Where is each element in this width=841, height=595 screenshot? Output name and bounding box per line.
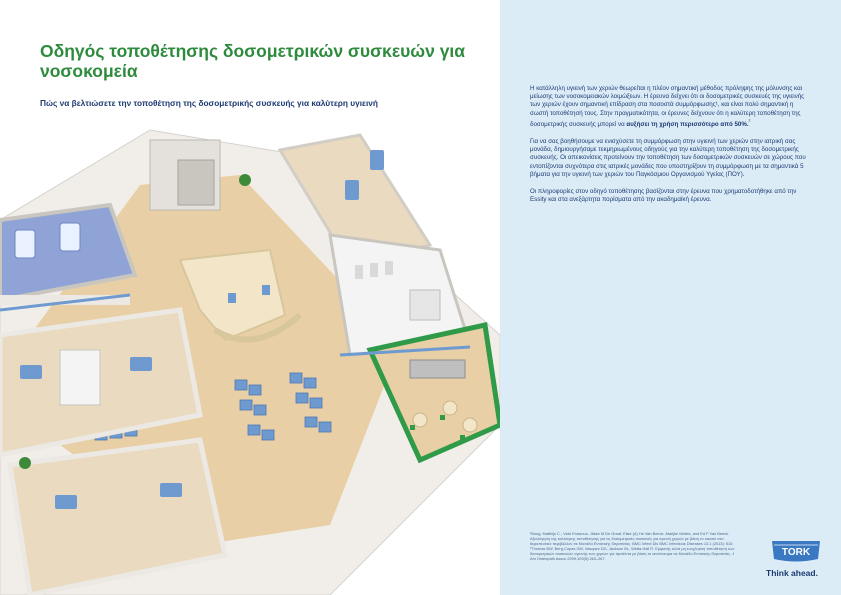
brand-tagline: Think ahead. bbox=[766, 568, 818, 578]
references bbox=[530, 531, 740, 561]
hospital-floor-plan-icon bbox=[0, 125, 500, 595]
intro-paragraph-1: Η κατάλληλη υγιεινή των χεριών θεωρείται η πλέον σημαντική μέθοδος πρόληψης της μόλυνσης και μείωσης των νοσοκομειακών λοιμώξεων. Η έρευνα δείχνει ότι οι δοσομετρικές συσκευές της υγιεινής των χεριών έχουν σημαντική επίδραση στα ποσοστά συμμόρφωσης¹, και είναι πολύ σημαντική η σωστή τοποθέτησή τους. Στην πραγματικότητα, οι έρευνες δείχνουν ότι η καλύτερη τοποθέτηση της δοσομετρικής συσκευής μπορεί να αυξήσει τη χρήση περισσότερο από 50%.$^{^2}$ bbox=[530, 85, 805, 128]
reference-2: ²Thomas BW, Berg-Copas GM, Vasquez DG, Jackson BL, Wetta-Hall R. Εμφανής αλλά μη ενοχλητική τοποθέτηση των δοσομετρικών συσκευών υγιεινής των χεριών για προϊόντα με βάση το οινόπνευμα σε Μονάδα Εντατικής Θεραπείας. J Am Osteopath Assoc 2009;109(5):263–267. bbox=[530, 546, 735, 561]
reference-1: ¹Boog, Matthijs C., Vicki Erasmus, Jitske M De Graaf, Elise (A) He Van Beeck, Marijke Melles, and Ed F Van Beeck. Αξιολόγηση της καλύτερης τοποθέτησης για τις δοσομετρικές συσκευές για υγιεινή χεριών με βάση το οικοσύ στο θεραπευτικό περιβάλλον σε Μονάδα Εντατικής Θεραπείας. BMC Infect Dis BMC Infectious Diseases 13.1 (2013): 510. bbox=[530, 531, 734, 546]
page-title: Οδηγός τοποθέτησης δοσομετρικών συσκευών για νοσοκομεία bbox=[40, 41, 466, 81]
tork-logo-icon bbox=[768, 537, 824, 565]
intro-paragraph-3: Οι πληροφορίες στον οδηγό τοποθέτησης βασίζονται στην έρευνα που χρηματοδοτήθηκε από την Essity και στα ανεξάρτητα πορίσματα από την ακαδημαϊκή έρευνα. bbox=[530, 188, 797, 204]
logo-text: TORK bbox=[781, 547, 811, 558]
intro-text bbox=[530, 85, 812, 214]
page-subtitle: Πώς να βελτιώσετε την τοποθέτηση της δοσομετρικής συσκευής για καλύτερη υγιεινή bbox=[40, 98, 378, 108]
highlight-statistic: αυξήσει τη χρήση περισσότερο από 50%. bbox=[626, 120, 749, 128]
intro-paragraph-2: Για να σας βοηθήσουμε να ενισχύσετε τη συμμόρφωση στην υγιεινή των χεριών στην ιατρική σας μονάδα, δημιουργήσαμε τεκμηριωμένους οδηγούς για την καλύτερη τοποθέτηση της δοσομετρικής συσκευής. Οι απεικονίσεις προτείνουν την τοποθέτηση των δοσομετρικών συσκευών σε χώρους που εντοπίζονται συχνότερα στις ιατρικές μονάδες που υποστηρίζουν τη συμμόρφωση με τα σημαντικά 5 βήματα για την υγιεινή των χεριών του Παγκόσμιου Οργανισμού Υγείας (ΠΟΥ). bbox=[530, 138, 806, 178]
